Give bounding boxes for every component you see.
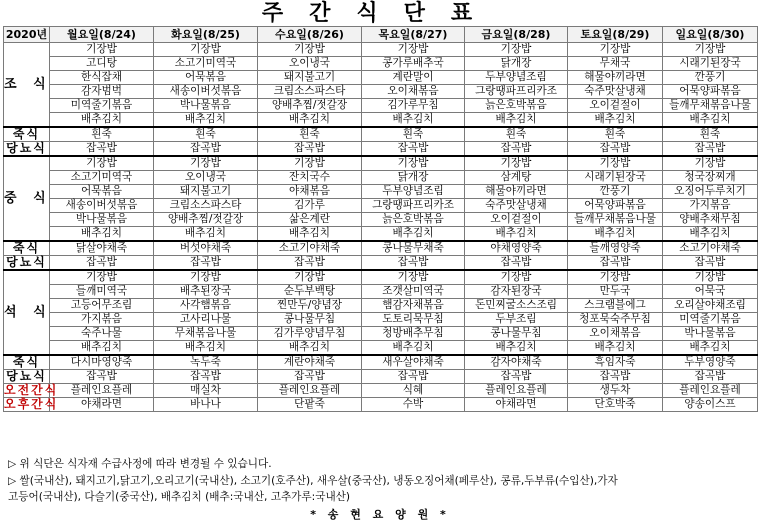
menu-cell: 조갯살미역국 [362,285,465,299]
menu-cell: 해물야끼라면 [568,71,663,85]
table-row [4,171,758,185]
menu-cell: 기장밥 [663,156,758,171]
menu-cell: 기장밥 [258,43,362,57]
header-row [4,27,758,43]
menu-cell: 잡곡밥 [663,142,758,157]
menu-cell: 양배추채무침 [663,213,758,227]
menu-cell: 숙주맛살냉채 [568,85,663,99]
menu-cell: 오이냉국 [258,57,362,71]
menu-cell: 오이채볶음 [362,85,465,99]
menu-cell: 깐풍기 [663,71,758,85]
menu-cell: 들깨영양죽 [568,241,663,256]
menu-cell: 기장밥 [362,270,465,285]
menu-cell: 숙주나물 [50,327,154,341]
menu-cell: 해물야끼라면 [465,185,568,199]
menu-cell: 닭개장 [362,171,465,185]
menu-cell: 가지볶음 [50,313,154,327]
menu-cell: 깐풍기 [568,185,663,199]
table-row [4,99,758,113]
footer-facility-name: * 송 현 요 양 원 * [310,508,450,521]
menu-cell: 오이겉절이 [465,213,568,227]
morning_porridge-label: 죽식 [4,127,50,142]
menu-cell: 시래기된장국 [663,57,758,71]
menu-cell: 흰죽 [258,127,362,142]
menu-cell: 기장밥 [465,270,568,285]
menu-cell: 만두국 [568,285,663,299]
menu-cell: 배추김치 [663,227,758,242]
day-header: 금요일(8/28) [465,27,568,43]
menu-cell: 잡곡밥 [362,142,465,157]
table-row [4,355,758,370]
menu-cell: 플레인요플레 [50,384,154,398]
menu-cell: 김가루 [258,199,362,213]
menu-cell: 잡곡밥 [568,142,663,157]
menu-cell: 단팥죽 [258,398,362,412]
menu-cell: 잡곡밥 [465,256,568,271]
menu-table [3,26,758,412]
menu-cell: 기장밥 [568,43,663,57]
menu-cell: 소고기야채죽 [663,241,758,256]
table-row [4,142,758,157]
menu-cell: 계란야채죽 [258,355,362,370]
menu-cell: 닭살야채죽 [50,241,154,256]
dinner_diabetic-label: 당뇨식 [4,370,50,384]
menu-cell: 기장밥 [663,270,758,285]
menu-cell: 순두부백탕 [258,285,362,299]
menu-cell: 배추김치 [154,341,258,356]
menu-cell: 고사리나물 [154,313,258,327]
menu-cell: 어묵국 [663,285,758,299]
table-row [4,299,758,313]
menu-cell: 기장밥 [154,270,258,285]
menu-cell: 잡곡밥 [568,370,663,384]
menu-cell: 배추김치 [465,113,568,128]
menu-cell: 잔치국수 [258,171,362,185]
menu-cell: 닭개장 [465,57,568,71]
menu-cell: 청포묵숙주무침 [568,313,663,327]
menu-cell: 배추김치 [258,341,362,356]
menu-cell: 새송이버섯볶음 [154,85,258,99]
page-title: 주간식단표 [261,0,499,26]
menu-cell: 배추김치 [568,341,663,356]
menu-cell: 식혜 [362,384,465,398]
menu-cell: 한식잡채 [50,71,154,85]
menu-cell: 생두차 [568,384,663,398]
menu-cell: 스크램블에그 [568,299,663,313]
year-label: 2020년 [4,27,50,43]
menu-cell: 기장밥 [50,270,154,285]
table-row [4,43,758,57]
menu-cell: 도토리묵무침 [362,313,465,327]
menu-cell: 어묵양파볶음 [568,199,663,213]
menu-cell: 잡곡밥 [258,370,362,384]
table-row [4,256,758,271]
menu-cell: 야채라면 [465,398,568,412]
menu-cell: 가지볶음 [663,199,758,213]
table-row [4,71,758,85]
menu-cell: 김가루무침 [362,99,465,113]
menu-cell: 흰죽 [568,127,663,142]
menu-cell: 들깨미역국 [50,285,154,299]
menu-cell: 어묵볶음 [154,71,258,85]
day-header: 월요일(8/24) [50,27,154,43]
menu-cell: 매실차 [154,384,258,398]
menu-cell: 양송이스프 [663,398,758,412]
table-row [4,384,758,398]
menu-cell: 배추김치 [568,113,663,128]
menu-cell: 기장밥 [362,43,465,57]
menu-cell: 잡곡밥 [50,142,154,157]
notes [8,456,758,506]
menu-cell: 청방배추무침 [362,327,465,341]
menu-cell: 잡곡밥 [154,142,258,157]
table-row [4,156,758,171]
menu-cell: 무채볶음나물 [154,327,258,341]
table-row [4,327,758,341]
dinner_porridge-label: 죽식 [4,355,50,370]
menu-cell: 양배추찜/젓갈장 [154,213,258,227]
menu-cell: 야채영양죽 [465,241,568,256]
menu-cell: 콩나물무채죽 [362,241,465,256]
menu-cell: 기장밥 [362,156,465,171]
menu-cell: 수박 [362,398,465,412]
menu-cell: 잡곡밥 [154,256,258,271]
menu-cell: 흰죽 [154,127,258,142]
menu-cell: 녹두죽 [154,355,258,370]
menu-cell: 잡곡밥 [154,370,258,384]
menu-cell: 사각햄볶음 [154,299,258,313]
menu-cell: 박나물볶음 [663,327,758,341]
breakfast-label: 조 식 [4,43,50,128]
menu-cell: 두부양념조림 [465,71,568,85]
menu-cell: 기장밥 [258,270,362,285]
table-row [4,185,758,199]
menu-cell: 흰죽 [663,127,758,142]
menu-cell: 새우살야채죽 [362,355,465,370]
menu-cell: 배추김치 [362,113,465,128]
menu-cell: 그랑땡파프리카조 [362,199,465,213]
menu-cell: 미역줄기볶음 [50,99,154,113]
menu-cell: 배추김치 [465,227,568,242]
dinner-label: 석 식 [4,270,50,355]
menu-cell: 잡곡밥 [50,370,154,384]
menu-cell: 돼지불고기 [258,71,362,85]
note-line: ▷ 쌀(국내산), 돼지고기,닭고기,오리고기(국내산), 소고기(호주산), 새우살(중국산), 냉동오징어채(페루산), 콩류,두부류(수입산),가자 [8,474,618,487]
menu-cell: 배추김치 [362,341,465,356]
menu-cell: 콩가루배추국 [362,57,465,71]
menu-cell: 기장밥 [50,156,154,171]
menu-cell: 두부양념조림 [362,185,465,199]
table-row [4,241,758,256]
menu-cell: 오이겉절이 [568,99,663,113]
menu-cell: 기장밥 [154,43,258,57]
menu-cell: 양배추찜/젓갈장 [258,99,362,113]
menu-cell: 찐만두/양념장 [258,299,362,313]
menu-cell: 두부영양죽 [663,355,758,370]
menu-cell: 잡곡밥 [465,142,568,157]
day-header: 토요일(8/29) [568,27,663,43]
menu-cell: 햄감자채볶음 [362,299,465,313]
menu-cell: 잡곡밥 [362,256,465,271]
day-header: 화요일(8/25) [154,27,258,43]
menu-cell: 늙은호박볶음 [465,99,568,113]
menu-cell: 콩나물무침 [258,313,362,327]
menu-cell: 플레인요플레 [465,384,568,398]
menu-cell: 배추김치 [663,341,758,356]
menu-cell: 잡곡밥 [258,256,362,271]
day-header: 수요일(8/26) [258,27,362,43]
menu-cell: 숙주맛살냉채 [465,199,568,213]
menu-cell: 플레인요플레 [258,384,362,398]
menu-cell: 오징어두루치기 [663,185,758,199]
menu-cell: 배추김치 [465,341,568,356]
menu-cell: 잡곡밥 [663,256,758,271]
menu-cell: 배추김치 [568,227,663,242]
menu-cell: 기장밥 [568,156,663,171]
table-row [4,341,758,356]
table-row [4,213,758,227]
day-header: 목요일(8/27) [362,27,465,43]
note-line: ▷ 위 식단은 식자재 수급사정에 따라 변경될 수 있습니다. [8,458,272,470]
table-row [4,398,758,412]
table-row [4,270,758,285]
day-header: 일요일(8/30) [663,27,758,43]
menu-cell: 기장밥 [568,270,663,285]
menu-cell: 흰죽 [465,127,568,142]
lunch_diabetic-label: 당뇨식 [4,256,50,271]
menu-cell: 계란말이 [362,71,465,85]
menu-cell: 흑임자죽 [568,355,663,370]
menu-cell: 배추김치 [663,113,758,128]
menu-cell: 바나나 [154,398,258,412]
menu-cell: 감자야채죽 [465,355,568,370]
menu-cell: 플레인요플레 [663,384,758,398]
menu-cell: 감자범벅 [50,85,154,99]
menu-cell: 오이냉국 [154,171,258,185]
menu-cell: 잡곡밥 [568,256,663,271]
menu-cell: 단호박죽 [568,398,663,412]
menu-cell: 박나물볶음 [154,99,258,113]
menu-cell: 기장밥 [465,43,568,57]
menu-cell: 기장밥 [50,43,154,57]
table-row [4,57,758,71]
menu-cell: 배추김치 [50,113,154,128]
menu-cell: 야채볶음 [258,185,362,199]
menu-cell: 어묵볶음 [50,185,154,199]
menu-cell: 돼지불고기 [154,185,258,199]
menu-cell: 잡곡밥 [663,370,758,384]
menu-cell: 두부조림 [465,313,568,327]
menu-cell: 배추김치 [258,113,362,128]
menu-cell: 배추김치 [154,113,258,128]
menu-cell: 그랑땡파프리카조 [465,85,568,99]
menu-cell: 돈민찌굴소스조림 [465,299,568,313]
menu-cell: 삼계탕 [465,171,568,185]
table-row [4,285,758,299]
menu-cell: 새송이버섯볶음 [50,199,154,213]
menu-cell: 배추김치 [50,227,154,242]
menu-cell: 흰죽 [50,127,154,142]
menu-cell: 김가루양념무침 [258,327,362,341]
table-row [4,227,758,242]
menu-cell: 잡곡밥 [362,370,465,384]
lunch_porridge-label: 죽식 [4,241,50,256]
menu-cell: 소고기미역국 [154,57,258,71]
table-row [4,85,758,99]
menu-cell: 기장밥 [258,156,362,171]
table-row [4,313,758,327]
lunch-label: 중 식 [4,156,50,241]
menu-cell: 무채국 [568,57,663,71]
menu-cell: 배추된장국 [154,285,258,299]
menu-cell: 들깨무채볶음나물 [568,213,663,227]
menu-cell: 잡곡밥 [465,370,568,384]
menu-cell: 콩나물무침 [465,327,568,341]
menu-cell: 잡곡밥 [258,142,362,157]
menu-cell: 들깨무채볶음나물 [663,99,758,113]
menu-cell: 삶은계란 [258,213,362,227]
menu-cell: 늙은호박볶음 [362,213,465,227]
menu-cell: 소고기미역국 [50,171,154,185]
menu-cell: 기장밥 [154,156,258,171]
menu-cell: 크림소스파스타 [154,199,258,213]
menu-cell: 배추김치 [362,227,465,242]
menu-cell: 오이채볶음 [568,327,663,341]
menu-cell: 오리살야채조림 [663,299,758,313]
menu-cell: 감자된장국 [465,285,568,299]
menu-cell: 크림소스파스타 [258,85,362,99]
menu-cell: 기장밥 [465,156,568,171]
menu-cell: 소고기야채죽 [258,241,362,256]
am_snack-label: 오전간식 [4,383,59,397]
menu-cell: 다시마영양죽 [50,355,154,370]
note-line: 고등어(국내산), 다슬기(중국산), 배추김치 (배추:국내산, 고추가루:국내산) [8,491,351,503]
morning_diabetic-label: 당뇨식 [4,142,50,157]
table-row [4,113,758,128]
menu-cell: 청국장찌개 [663,171,758,185]
menu-cell: 버섯야채죽 [154,241,258,256]
menu-cell: 배추김치 [50,341,154,356]
menu-cell: 잡곡밥 [50,256,154,271]
menu-cell: 고등어무조림 [50,299,154,313]
menu-cell: 야채라면 [50,398,154,412]
menu-cell: 기장밥 [663,43,758,57]
menu-cell: 배추김치 [258,227,362,242]
menu-cell: 박나물볶음 [50,213,154,227]
pm_snack-label: 오후간식 [4,397,59,411]
menu-cell: 흰죽 [362,127,465,142]
menu-cell: 고디탕 [50,57,154,71]
table-row [4,370,758,384]
table-row [4,199,758,213]
menu-cell: 미역줄기볶음 [663,313,758,327]
menu-cell: 시래기된장국 [568,171,663,185]
menu-cell: 어묵양파볶음 [663,85,758,99]
menu-cell: 배추김치 [154,227,258,242]
table-row [4,127,758,142]
